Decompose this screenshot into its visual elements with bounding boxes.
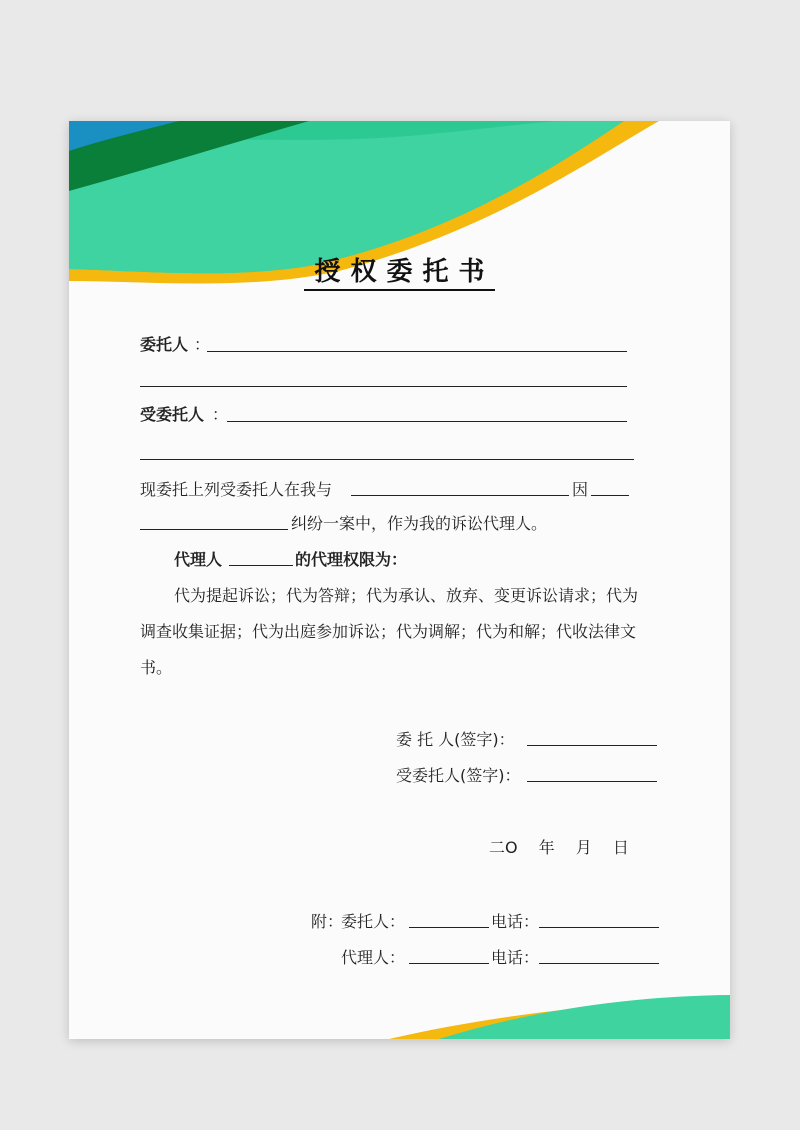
- para1-line1-start: 现委托上列受委托人在我与: [140, 480, 333, 499]
- appendix-agent-line[interactable]: [409, 963, 489, 964]
- opponent-line[interactable]: [351, 495, 569, 496]
- document-page: [69, 121, 730, 1039]
- authority-body-line1: 代为提起诉讼；代为答辩；代为承认、放弃、变更诉讼请求；代为: [174, 586, 639, 605]
- cause-line-2[interactable]: [140, 529, 288, 530]
- agent-name-line[interactable]: [227, 421, 627, 422]
- appendix-principal-label: 委托人：: [341, 912, 406, 931]
- authority-body-line3: 书。: [140, 658, 173, 677]
- agent-label: 受委托人: [140, 405, 205, 424]
- appendix-label: 附：: [311, 912, 344, 931]
- authority-agent-line[interactable]: [229, 565, 293, 566]
- agent-info-line[interactable]: [140, 459, 634, 460]
- sign-principal-label: 委 托 人(签字)：: [396, 730, 515, 749]
- bottom-wave-decoration: [69, 991, 730, 1039]
- cause-line-1[interactable]: [591, 495, 629, 496]
- agent-colon: ：: [212, 405, 229, 424]
- sign-agent-label: 受委托人(签字)：: [396, 766, 521, 785]
- authority-prefix: 代理人: [174, 550, 223, 569]
- appendix-principal-phone-label: 电话：: [491, 912, 540, 931]
- principal-colon: ：: [194, 335, 211, 354]
- appendix-principal-line[interactable]: [409, 927, 489, 928]
- date-text: 二O 年 月 日: [489, 838, 629, 857]
- para1-line1-mid: 因: [572, 480, 589, 499]
- appendix-agent-phone-line[interactable]: [539, 963, 659, 964]
- principal-label: 委托人: [140, 335, 189, 354]
- sign-agent-line[interactable]: [527, 781, 657, 782]
- appendix-agent-label: 代理人：: [341, 948, 406, 967]
- sign-principal-line[interactable]: [527, 745, 657, 746]
- document-title: 授权委托书: [69, 251, 730, 288]
- para1-line2-end: 纠纷一案中，作为我的诉讼代理人。: [291, 514, 548, 533]
- principal-info-line[interactable]: [140, 386, 627, 387]
- authority-body-line2: 调查收集证据；代为出庭参加诉讼；代为调解；代为和解；代收法律文: [140, 622, 637, 641]
- authority-suffix: 的代理权限为：: [295, 550, 408, 569]
- appendix-principal-phone-line[interactable]: [539, 927, 659, 928]
- principal-name-line[interactable]: [207, 351, 627, 352]
- appendix-agent-phone-label: 电话：: [491, 948, 540, 967]
